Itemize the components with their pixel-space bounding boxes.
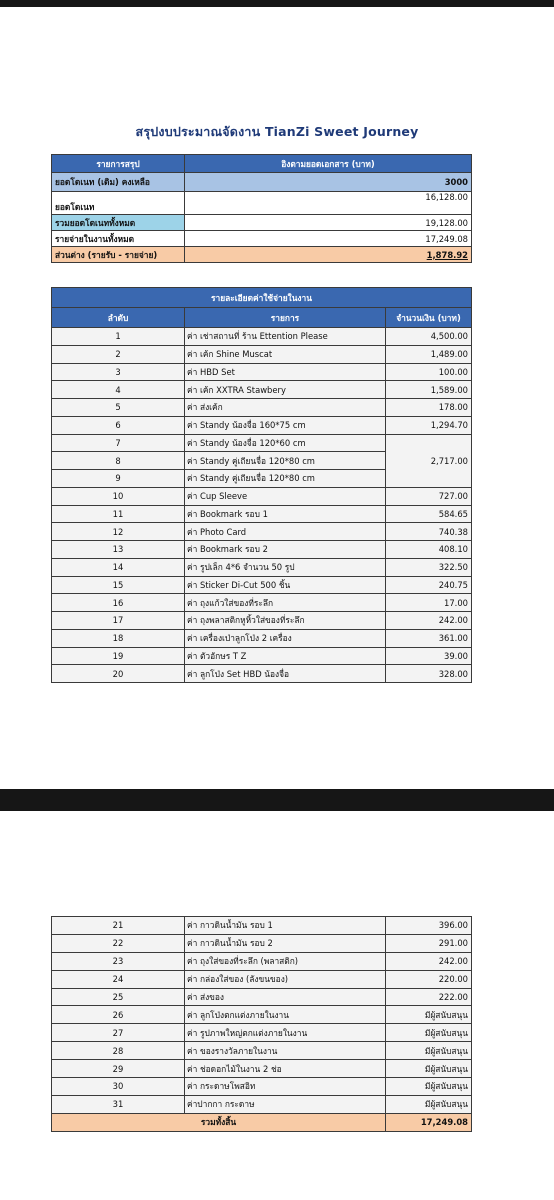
summary-row-difference (52, 247, 472, 263)
page-title: สรุปงบประมาณจัดงาน TianZi Sweet Journey (135, 124, 419, 139)
column-header-amount: จำนวนเงิน (บาท) (386, 308, 472, 328)
row-amount: มีผู้สนับสนุน (386, 1024, 472, 1042)
table-row (52, 1078, 472, 1096)
row-item: ค่า รูปเล็ก 4*6 จำนวน 50 รูป (185, 558, 386, 576)
table-row (52, 523, 472, 541)
detail-header-row (52, 308, 472, 328)
row-item: ค่า Standy น้องจื่อ 120*60 cm (185, 434, 386, 452)
table-row (52, 416, 472, 434)
row-amount-merged: 2,717.00 (386, 434, 472, 487)
row-item: ค่า ของรางวัลภายในงาน (185, 1042, 386, 1060)
table-row (52, 917, 472, 935)
row-item: ค่า Standy คู่เถียนจื่อ 120*80 cm (185, 452, 386, 470)
row-amount: มีผู้สนับสนุน (386, 1006, 472, 1024)
detail-caption: รายละเอียดค่าใช้จ่ายในงาน (52, 288, 472, 308)
table-row (52, 1060, 472, 1078)
row-amount: 584.65 (386, 505, 472, 523)
table-row (52, 328, 472, 346)
row-item: ค่า Standy คู่เถียนจื่อ 120*80 cm (185, 470, 386, 488)
expense-detail-table (51, 287, 472, 683)
row-item: ค่า Cup Sleeve (185, 487, 386, 505)
summary-label: ส่วนต่าง (รายรับ - รายจ่าย) (52, 247, 185, 263)
total-row (52, 1113, 472, 1131)
table-row (52, 1042, 472, 1060)
row-no: 20 (52, 665, 185, 683)
row-amount: 322.50 (386, 558, 472, 576)
row-amount: 17.00 (386, 594, 472, 612)
row-no: 6 (52, 416, 185, 434)
table-row (52, 399, 472, 417)
row-amount: 4,500.00 (386, 328, 472, 346)
table-row (52, 952, 472, 970)
row-amount: 396.00 (386, 917, 472, 935)
row-item: ค่า ลูกโป่งตกแต่งภายในงาน (185, 1006, 386, 1024)
row-amount: 1,489.00 (386, 345, 472, 363)
summary-row-expense (52, 231, 472, 247)
row-no: 17 (52, 612, 185, 630)
table-row (52, 988, 472, 1006)
summary-label: รายจ่ายในงานทั้งหมด (52, 231, 185, 247)
row-amount: 1,589.00 (386, 381, 472, 399)
row-item: ค่า ตัวอักษร T Z (185, 647, 386, 665)
summary-header-row (52, 155, 472, 173)
table-row (52, 665, 472, 683)
row-amount: 222.00 (386, 988, 472, 1006)
table-row (52, 434, 472, 452)
row-amount: 100.00 (386, 363, 472, 381)
page-break-band (0, 789, 554, 811)
table-row (52, 363, 472, 381)
row-amount: 242.00 (386, 612, 472, 630)
summary-value: 1,878.92 (185, 247, 472, 263)
row-no: 23 (52, 952, 185, 970)
row-amount: 39.00 (386, 647, 472, 665)
row-no: 22 (52, 934, 185, 952)
row-item: ค่า HBD Set (185, 363, 386, 381)
row-item: ค่า กระดาษโพสอิท (185, 1078, 386, 1096)
row-item: ค่า กาวดินน้ำมัน รอบ 2 (185, 934, 386, 952)
row-no: 7 (52, 434, 185, 452)
table-row (52, 934, 472, 952)
row-no: 30 (52, 1078, 185, 1096)
row-item: ค่า ส่งของ (185, 988, 386, 1006)
row-item: ค่า เค้ก Shine Muscat (185, 345, 386, 363)
row-no: 31 (52, 1095, 185, 1113)
row-item: ค่า Sticker Di-Cut 500 ชิ้น (185, 576, 386, 594)
row-no: 11 (52, 505, 185, 523)
row-no: 25 (52, 988, 185, 1006)
row-amount: 727.00 (386, 487, 472, 505)
row-amount: 361.00 (386, 629, 472, 647)
row-no: 3 (52, 363, 185, 381)
table-row (52, 647, 472, 665)
table-row (52, 345, 472, 363)
row-item: ค่า Standy น้องจื่อ 160*75 cm (185, 416, 386, 434)
table-row (52, 381, 472, 399)
summary-label: ยอดโดเนท (52, 192, 185, 215)
row-no: 4 (52, 381, 185, 399)
row-no: 12 (52, 523, 185, 541)
total-amount: 17,249.08 (386, 1113, 472, 1131)
column-header-no: ลำดับ (52, 308, 185, 328)
row-item: ค่า รูปภาพใหญ่ตกแต่งภายในงาน (185, 1024, 386, 1042)
table-row (52, 576, 472, 594)
table-row (52, 1006, 472, 1024)
row-no: 21 (52, 917, 185, 935)
row-no: 27 (52, 1024, 185, 1042)
summary-header-label: รายการสรุป (52, 155, 185, 173)
row-item: ค่า ลูกโป่ง Set HBD น้องจื่อ (185, 665, 386, 683)
table-row (52, 487, 472, 505)
table-row (52, 541, 472, 559)
table-row (52, 558, 472, 576)
row-no: 29 (52, 1060, 185, 1078)
expense-detail-table-continued (51, 916, 472, 1132)
table-row (52, 505, 472, 523)
row-amount: 740.38 (386, 523, 472, 541)
row-amount: มีผู้สนับสนุน (386, 1060, 472, 1078)
row-item: ค่า กล่องใส่ของ (ลังขนของ) (185, 970, 386, 988)
row-item: ค่า ช่อดอกไม้ในงาน 2 ช่อ (185, 1060, 386, 1078)
table-row (52, 1095, 472, 1113)
table-row (52, 1024, 472, 1042)
row-no: 24 (52, 970, 185, 988)
row-no: 18 (52, 629, 185, 647)
row-item: ค่า เช่าสถานที่ ร้าน Ettention Please (185, 328, 386, 346)
row-item: ค่า ถุงพลาสติกหูหิ้วใส่ของที่ระลึก (185, 612, 386, 630)
total-label: รวมทั้งสิ้น (52, 1113, 386, 1131)
summary-label: รวมยอดโดเนททั้งหมด (52, 215, 185, 231)
summary-value: 16,128.00 (185, 192, 472, 215)
row-item: ค่า ถุงแก้วใส่ของที่ระลึก (185, 594, 386, 612)
row-item: ค่า เค้ก XXTRA Stawbery (185, 381, 386, 399)
row-no: 2 (52, 345, 185, 363)
row-no: 8 (52, 452, 185, 470)
table-row (52, 594, 472, 612)
row-amount: 242.00 (386, 952, 472, 970)
row-item: ค่า Bookmark รอบ 2 (185, 541, 386, 559)
summary-label: ยอดโดเนท (เดิม) คงเหลือ (52, 173, 185, 192)
row-item: ค่า ถุงใส่ของที่ระลึก (พลาสติก) (185, 952, 386, 970)
row-amount: มีผู้สนับสนุน (386, 1095, 472, 1113)
row-no: 1 (52, 328, 185, 346)
summary-row-total-donation (52, 215, 472, 231)
summary-value: 3000 (185, 173, 472, 192)
row-no: 9 (52, 470, 185, 488)
row-amount: 1,294.70 (386, 416, 472, 434)
row-no: 10 (52, 487, 185, 505)
detail-caption-row (52, 288, 472, 308)
row-no: 13 (52, 541, 185, 559)
row-no: 14 (52, 558, 185, 576)
row-item: ค่า Photo Card (185, 523, 386, 541)
table-row (52, 629, 472, 647)
summary-row-donation (52, 192, 472, 215)
row-no: 26 (52, 1006, 185, 1024)
row-amount: มีผู้สนับสนุน (386, 1042, 472, 1060)
row-amount: 220.00 (386, 970, 472, 988)
row-no: 19 (52, 647, 185, 665)
summary-value: 17,249.08 (185, 231, 472, 247)
row-no: 5 (52, 399, 185, 417)
row-item: ค่า Bookmark รอบ 1 (185, 505, 386, 523)
summary-header-value: อิงตามยอดเอกสาร (บาท) (185, 155, 472, 173)
summary-table (51, 154, 472, 263)
row-amount: 240.75 (386, 576, 472, 594)
row-amount: 291.00 (386, 934, 472, 952)
row-amount: 328.00 (386, 665, 472, 683)
table-row (52, 970, 472, 988)
summary-value: 19,128.00 (185, 215, 472, 231)
summary-row-remaining (52, 173, 472, 192)
column-header-item: รายการ (185, 308, 386, 328)
table-row (52, 612, 472, 630)
row-amount: 178.00 (386, 399, 472, 417)
row-no: 16 (52, 594, 185, 612)
row-item: ค่า ส่งเค้ก (185, 399, 386, 417)
row-item: ค่าปากกา กระดาษ (185, 1095, 386, 1113)
top-dark-band (0, 0, 554, 7)
row-no: 15 (52, 576, 185, 594)
row-amount: มีผู้สนับสนุน (386, 1078, 472, 1096)
row-item: ค่า เครื่องเป่าลูกโป่ง 2 เครื่อง (185, 629, 386, 647)
row-no: 28 (52, 1042, 185, 1060)
row-item: ค่า กาวดินน้ำมัน รอบ 1 (185, 917, 386, 935)
row-amount: 408.10 (386, 541, 472, 559)
